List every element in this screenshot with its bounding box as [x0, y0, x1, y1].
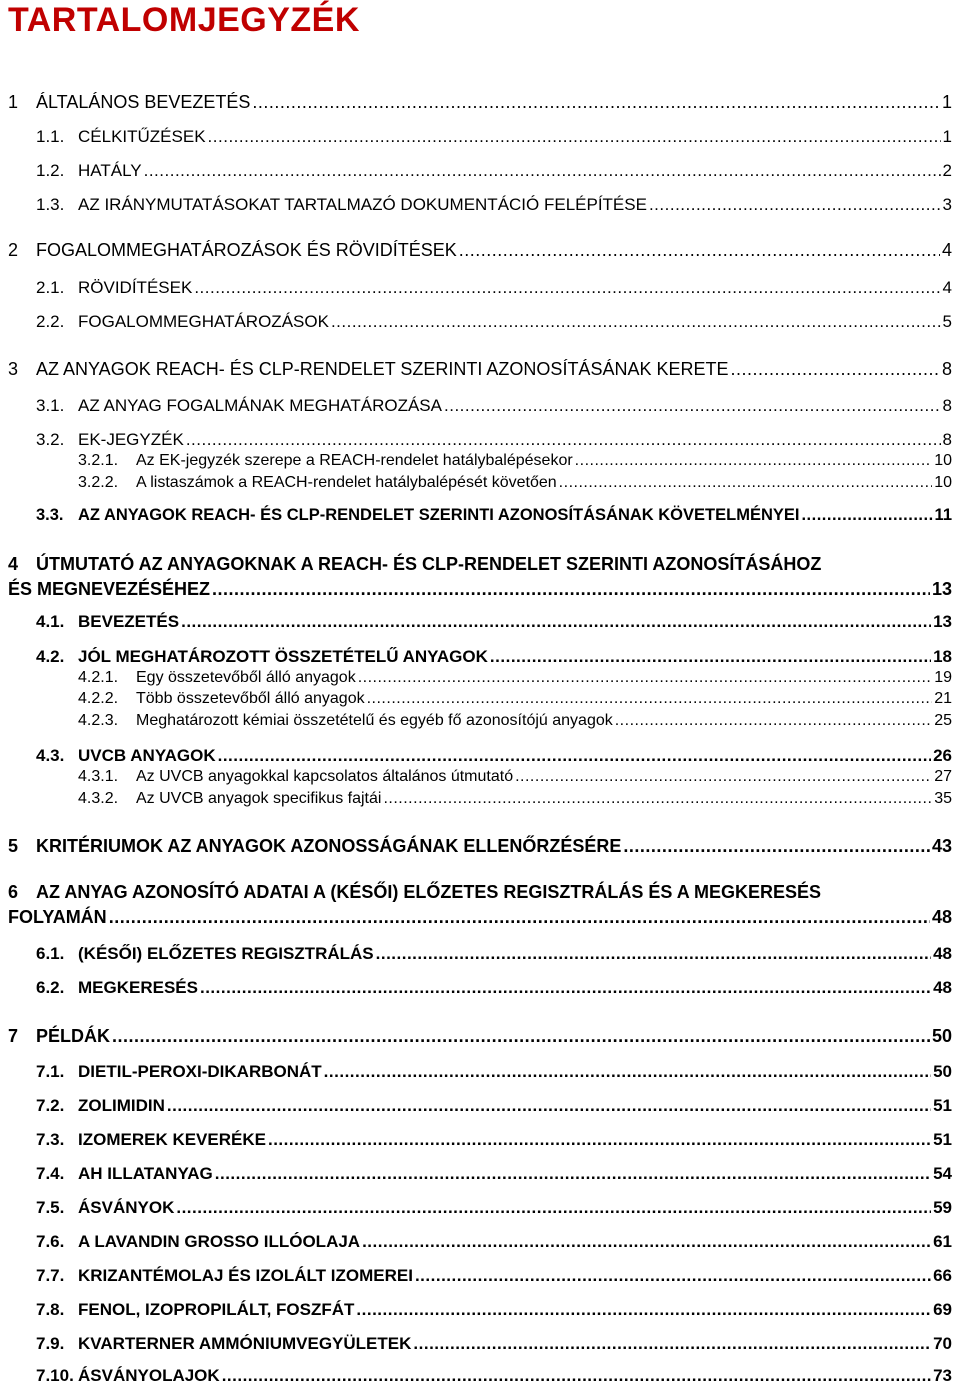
- entry-title: A LAVANDIN GROSSO ILLÓOLAJA: [78, 1232, 361, 1251]
- entry-title-line2: FOLYAMÁN: [8, 907, 107, 927]
- entry-title: PÉLDÁK: [36, 1026, 111, 1046]
- page-number: 48: [931, 907, 952, 927]
- entry-title: ZOLIMIDIN: [78, 1096, 165, 1115]
- dot-leader: [575, 452, 933, 470]
- page-number: 2: [942, 161, 952, 180]
- entry-number: 7.5.: [36, 1198, 65, 1217]
- toc-entry-3-3[interactable]: [36, 506, 952, 526]
- dot-leader: [623, 836, 930, 857]
- toc-entry-1-2[interactable]: [36, 161, 952, 181]
- toc-entry-7-8[interactable]: [36, 1300, 952, 1320]
- dot-leader: [186, 430, 941, 450]
- page-number: 21: [934, 690, 952, 707]
- page-number: 35: [934, 790, 952, 807]
- page-number: 1: [941, 92, 952, 112]
- dot-leader: [252, 92, 940, 113]
- toc-entry-6[interactable]: [8, 882, 952, 928]
- toc-entry-3-1[interactable]: [36, 396, 952, 416]
- dot-leader: [144, 161, 941, 181]
- entry-number: 4.1.: [36, 612, 65, 631]
- entry-number: 7.6.: [36, 1232, 65, 1251]
- page-number: 48: [933, 978, 952, 997]
- entry-title: RÖVIDÍTÉSEK: [78, 278, 193, 297]
- toc-entry-7-10[interactable]: [36, 1366, 952, 1386]
- page-number: 59: [933, 1198, 952, 1217]
- entry-title: AH ILLATANYAG: [78, 1164, 213, 1183]
- dot-leader: [413, 1334, 931, 1354]
- page-number: 43: [931, 836, 952, 856]
- entry-number: 7.3.: [36, 1130, 65, 1149]
- dot-leader: [358, 669, 933, 687]
- dot-leader: [181, 612, 931, 632]
- toc-entry-2-1[interactable]: [36, 278, 952, 298]
- toc-entry-4-2-3[interactable]: [78, 712, 952, 730]
- entry-title-line1: ÚTMUTATÓ AZ ANYAGOKNAK A REACH- ÉS CLP-RENDELET SZERINTI AZONOSÍTÁSÁHOZ: [36, 554, 822, 574]
- entry-title: FENOL, IZOPROPILÁLT, FOSZFÁT: [78, 1300, 355, 1319]
- toc-entry-4-3-2[interactable]: [78, 790, 952, 808]
- toc-entry-7-2[interactable]: [36, 1096, 952, 1116]
- entry-number: 2: [8, 240, 19, 260]
- entry-title: EK-JEGYZÉK: [78, 430, 184, 449]
- dot-leader: [730, 359, 940, 380]
- entry-title: HATÁLY: [78, 161, 142, 180]
- entry-number: 4.2.3.: [78, 712, 119, 729]
- entry-number: 3.2.2.: [78, 474, 119, 491]
- entry-number: 7.4.: [36, 1164, 65, 1183]
- page-number: 8: [941, 359, 952, 379]
- entry-title: AZ ANYAG FOGALMÁNAK MEGHATÁROZÁSA: [78, 396, 442, 415]
- entry-title: KVARTERNER AMMÓNIUMVEGYÜLETEK: [78, 1334, 412, 1353]
- entry-number: 1: [8, 92, 19, 112]
- toc-entry-7-4[interactable]: [36, 1164, 952, 1184]
- page-number: 69: [933, 1300, 952, 1319]
- page-number: 4: [942, 278, 952, 297]
- entry-number: 4.3.2.: [78, 790, 119, 807]
- entry-number: 4.2.: [36, 647, 65, 666]
- toc-entry-4-2[interactable]: [36, 647, 952, 667]
- entry-title-line2: ÉS MEGNEVEZÉSÉHEZ: [8, 579, 211, 599]
- dot-leader: [212, 579, 930, 600]
- page-number: 1: [942, 127, 952, 146]
- toc-entry-4-3[interactable]: [36, 746, 952, 766]
- dot-leader: [515, 768, 932, 786]
- entry-number: 4.3.1.: [78, 768, 119, 785]
- dot-leader: [222, 1366, 931, 1386]
- entry-title: IZOMEREK KEVERÉKE: [78, 1130, 266, 1149]
- page-number: 5: [942, 312, 952, 331]
- toc-entry-1-3[interactable]: [36, 195, 952, 215]
- entry-number: 6: [8, 882, 19, 902]
- toc-entry-7-6[interactable]: [36, 1232, 952, 1252]
- entry-title: FOGALOMMEGHATÁROZÁSOK ÉS RÖVIDÍTÉSEK: [36, 240, 457, 260]
- dot-leader: [331, 312, 941, 332]
- entry-title: Több összetevőből álló anyagok: [136, 690, 365, 707]
- entry-number: 4.2.2.: [78, 690, 119, 707]
- entry-title: AZ ANYAGOK REACH- ÉS CLP-RENDELET SZERINTI AZONOSÍTÁSÁNAK KÖVETELMÉNYEI: [78, 506, 800, 524]
- entry-number: 3.2.1.: [78, 452, 119, 469]
- entry-number: 6.1.: [36, 944, 65, 963]
- entry-title: Meghatározott kémiai összetételű és egyéb fő azonosítójú anyagok: [136, 712, 613, 729]
- dot-leader: [459, 240, 940, 261]
- entry-title: ÁLTALÁNOS BEVEZETÉS: [36, 92, 251, 112]
- dot-leader: [615, 712, 932, 730]
- entry-number: 6.2.: [36, 978, 65, 997]
- page-number: 10: [934, 474, 952, 491]
- page-number: 8: [942, 430, 952, 449]
- entry-title: Egy összetevőből álló anyagok: [136, 669, 356, 686]
- toc-entry-7-3[interactable]: [36, 1130, 952, 1150]
- entry-number: 1.2.: [36, 161, 65, 180]
- entry-number: 3: [8, 359, 19, 379]
- page-number: 50: [933, 1062, 952, 1081]
- entry-number: 7.9.: [36, 1334, 65, 1353]
- entry-number: 7.1.: [36, 1062, 65, 1081]
- entry-title: AZ IRÁNYMUTATÁSOKAT TARTALMAZÓ DOKUMENTÁCIÓ FELÉPÍTÉSE: [78, 195, 647, 214]
- entry-number: 4: [8, 554, 19, 574]
- page-title: TARTALOMJEGYZÉK: [8, 1, 360, 39]
- entry-title: AZ ANYAGOK REACH- ÉS CLP-RENDELET SZERINTI AZONOSÍTÁSÁNAK KERETE: [36, 359, 729, 379]
- page-number: 3: [942, 195, 952, 214]
- toc-entry-4-2-2[interactable]: [78, 690, 952, 708]
- entry-title: Az UVCB anyagok specifikus fajtái: [136, 790, 382, 807]
- dot-leader: [208, 127, 941, 147]
- dot-leader: [415, 1266, 931, 1286]
- dot-leader: [112, 1026, 930, 1047]
- entry-number: 7.2.: [36, 1096, 65, 1115]
- dot-leader: [383, 790, 932, 808]
- page-number: 50: [931, 1026, 952, 1046]
- entry-title: ÁSVÁNYOLAJOK: [78, 1366, 220, 1385]
- entry-number: 1.3.: [36, 195, 65, 214]
- entry-number: 4.2.1.: [78, 669, 119, 686]
- entry-title: CÉLKITŰZÉSEK: [78, 127, 206, 146]
- dot-leader: [801, 506, 932, 525]
- toc-entry-3[interactable]: [8, 359, 952, 381]
- page-number: 26: [933, 746, 952, 765]
- dot-leader: [194, 278, 940, 298]
- page-number: 54: [933, 1164, 952, 1183]
- toc-entry-4-1[interactable]: [36, 612, 952, 632]
- entry-title: KRIZANTÉMOLAJ ÉS IZOLÁLT IZOMEREI: [78, 1266, 413, 1285]
- toc-entry-6-1[interactable]: [36, 944, 952, 964]
- dot-leader: [167, 1096, 931, 1116]
- entry-number: 3.2.: [36, 430, 65, 449]
- entry-title: KRITÉRIUMOK AZ ANYAGOK AZONOSSÁGÁNAK ELLENŐRZÉSÉRE: [36, 836, 622, 856]
- page-number: 19: [934, 669, 952, 686]
- dot-leader: [109, 907, 930, 928]
- dot-leader: [356, 1300, 931, 1320]
- entry-number: 5: [8, 836, 19, 856]
- page-number: 51: [933, 1096, 952, 1115]
- entry-title: JÓL MEGHATÁROZOTT ÖSSZETÉTELŰ ANYAGOK: [78, 647, 488, 666]
- dot-leader: [218, 746, 931, 766]
- toc-entry-4-2-1[interactable]: [78, 669, 952, 687]
- entry-number: 7: [8, 1026, 19, 1046]
- page-number: 25: [934, 712, 952, 729]
- page-number: 27: [934, 768, 952, 785]
- toc-entry-1-1[interactable]: [36, 127, 952, 147]
- page-number: 66: [933, 1266, 952, 1285]
- entry-number: 7.7.: [36, 1266, 65, 1285]
- toc-entry-5[interactable]: [8, 836, 952, 858]
- toc-entry-7-1[interactable]: [36, 1062, 952, 1082]
- page-number: 13: [933, 612, 952, 631]
- page-number: 51: [933, 1130, 952, 1149]
- entry-title: ÁSVÁNYOK: [78, 1198, 175, 1217]
- entry-title: FOGALOMMEGHATÁROZÁSOK: [78, 312, 329, 331]
- page-number: 73: [933, 1366, 952, 1385]
- toc-entry-7-5[interactable]: [36, 1198, 952, 1218]
- entry-title: DIETIL-PEROXI-DIKARBONÁT: [78, 1062, 322, 1081]
- dot-leader: [559, 474, 933, 492]
- entry-title: Az UVCB anyagokkal kapcsolatos általános útmutató: [136, 768, 514, 785]
- toc-entry-7-9[interactable]: [36, 1334, 952, 1354]
- dot-leader: [200, 978, 931, 998]
- entry-number: 3.1.: [36, 396, 65, 415]
- toc-entry-7-7[interactable]: [36, 1266, 952, 1286]
- page-number: 48: [933, 944, 952, 963]
- entry-number: 1.1.: [36, 127, 65, 146]
- entry-title: UVCB ANYAGOK: [78, 746, 216, 765]
- page-number: 61: [933, 1232, 952, 1251]
- dot-leader: [444, 396, 941, 416]
- toc-entry-3-2-1[interactable]: [78, 452, 952, 470]
- entry-number: 7.10.: [36, 1366, 74, 1385]
- entry-title: Az EK-jegyzék szerepe a REACH-rendelet hatálybalépésekor: [136, 452, 573, 469]
- dot-leader: [376, 944, 931, 964]
- toc-entry-2-2[interactable]: [36, 312, 952, 332]
- toc-entry-2[interactable]: [8, 240, 952, 262]
- entry-number: 2.1.: [36, 278, 65, 297]
- entry-title: BEVEZETÉS: [78, 612, 180, 631]
- page-number: 10: [934, 452, 952, 469]
- page-number: 4: [941, 240, 952, 260]
- entry-title-line1: AZ ANYAG AZONOSÍTÓ ADATAI A (KÉSŐI) ELŐZETES REGISZTRÁLÁS ÉS A MEGKERESÉS: [36, 882, 822, 902]
- toc-entry-4-3-1[interactable]: [78, 768, 952, 786]
- entry-number: 4.3.: [36, 746, 65, 765]
- dot-leader: [176, 1198, 931, 1218]
- toc-entry-4[interactable]: [8, 554, 952, 600]
- entry-title: MEGKERESÉS: [78, 978, 198, 997]
- entry-title: (KÉSŐI) ELŐZETES REGISZTRÁLÁS: [78, 944, 374, 963]
- dot-leader: [367, 690, 933, 708]
- toc-entry-3-2[interactable]: [36, 430, 952, 450]
- toc-entry-7[interactable]: [8, 1026, 952, 1048]
- page-number: 13: [931, 579, 952, 599]
- dot-leader: [215, 1164, 931, 1184]
- dot-leader: [362, 1232, 931, 1252]
- page-number: 11: [934, 506, 952, 524]
- entry-number: 2.2.: [36, 312, 65, 331]
- entry-number: 3.3.: [36, 506, 64, 524]
- toc-entry-1[interactable]: [8, 92, 952, 114]
- entry-title: A listaszámok a REACH-rendelet hatálybalépését követően: [136, 474, 557, 491]
- page-number: 18: [933, 647, 952, 666]
- dot-leader: [649, 195, 941, 215]
- toc-entry-3-2-2[interactable]: [78, 474, 952, 492]
- toc-entry-6-2[interactable]: [36, 978, 952, 998]
- page-number: 8: [942, 396, 952, 415]
- dot-leader: [490, 647, 931, 667]
- entry-number: 7.8.: [36, 1300, 65, 1319]
- page-number: 70: [933, 1334, 952, 1353]
- dot-leader: [268, 1130, 931, 1150]
- dot-leader: [324, 1062, 931, 1082]
